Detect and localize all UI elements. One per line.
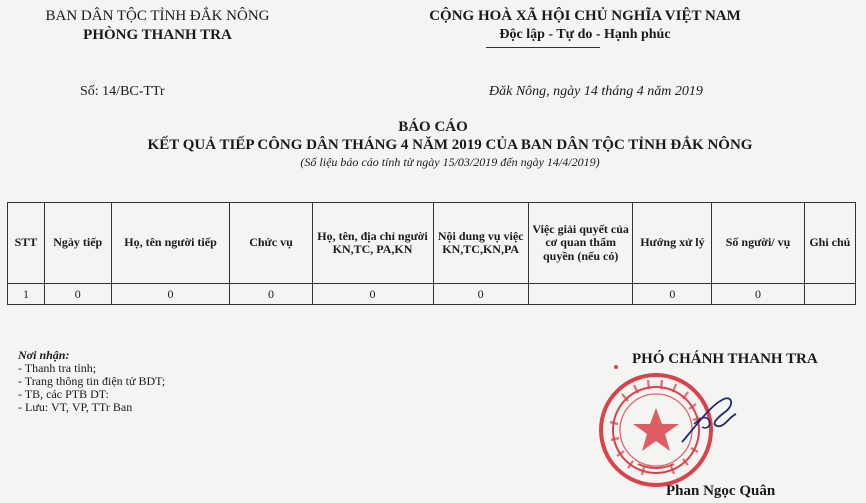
header-cell: Việc giải quyết của cơ quan thẩm quyền (nếu có) bbox=[528, 203, 633, 284]
report-title: KẾT QUẢ TIẾP CÔNG DÂN THÁNG 4 NĂM 2019 CỦA BAN DÂN TỘC TỈNH ĐẮK NÔNG bbox=[147, 137, 753, 153]
table-cell: 0 bbox=[312, 284, 433, 305]
report-type: BÁO CÁO bbox=[398, 119, 468, 135]
stamp-icon bbox=[598, 368, 740, 492]
table-header-row bbox=[8, 203, 856, 284]
header-cell: Chức vụ bbox=[230, 203, 312, 284]
place-date: Đăk Nông, ngày 14 tháng 4 năm 2019 bbox=[489, 84, 703, 99]
table-cell: 0 bbox=[433, 284, 528, 305]
national-motto: Độc lập - Tự do - Hạnh phúc bbox=[499, 27, 671, 42]
table-row bbox=[8, 284, 856, 305]
header-cell: Ghi chú bbox=[804, 203, 855, 284]
header-cell: Số người/ vụ bbox=[712, 203, 804, 284]
table-cell: 0 bbox=[111, 284, 230, 305]
agency-parent: BAN DÂN TỘC TỈNH ĐẮK NÔNG bbox=[45, 8, 270, 24]
recipients-title: Nơi nhận: bbox=[18, 348, 70, 362]
table-cell: 0 bbox=[44, 284, 111, 305]
table-cell: 0 bbox=[712, 284, 804, 305]
recipient-item: - Trang thông tin điện tử BDT; bbox=[18, 374, 166, 388]
header-cell: Ngày tiếp bbox=[44, 203, 111, 284]
recipient-item: - Thanh tra tỉnh; bbox=[18, 361, 97, 375]
agency-name: PHÒNG THANH TRA bbox=[83, 27, 232, 43]
official-stamp bbox=[598, 368, 740, 492]
table-cell bbox=[804, 284, 855, 305]
recipient-item: - Lưu: VT, VP, TTr Ban bbox=[18, 400, 133, 414]
report-subtitle: (Số liệu báo cáo tính từ ngày 15/03/2019 đến ngày 14/4/2019) bbox=[300, 155, 600, 169]
header-cell: Nội dung vụ việc KN,TC,KN,PA bbox=[433, 203, 528, 284]
recipient-item: - TB, các PTB DT: bbox=[18, 387, 109, 401]
report-table bbox=[7, 202, 856, 305]
header-cell: Họ, tên, địa chỉ người KN,TC, PA,KN bbox=[312, 203, 433, 284]
header-cell: STT bbox=[8, 203, 45, 284]
header-cell: Họ, tên người tiếp bbox=[111, 203, 230, 284]
table-cell: 0 bbox=[633, 284, 712, 305]
recipients-block bbox=[18, 349, 165, 414]
table-cell: 0 bbox=[230, 284, 312, 305]
table-cell bbox=[528, 284, 633, 305]
table-cell: 1 bbox=[8, 284, 45, 305]
signer-position: PHÓ CHÁNH THANH TRA bbox=[632, 351, 818, 367]
document-number: Số: 14/BC-TTr bbox=[80, 84, 165, 99]
signer-name: Phan Ngọc Quân bbox=[666, 483, 776, 499]
republic-title: CỘNG HOÀ XÃ HỘI CHỦ NGHĨA VIỆT NAM bbox=[429, 8, 741, 24]
header-cell: Hướng xử lý bbox=[633, 203, 712, 284]
motto-underline bbox=[486, 47, 600, 48]
